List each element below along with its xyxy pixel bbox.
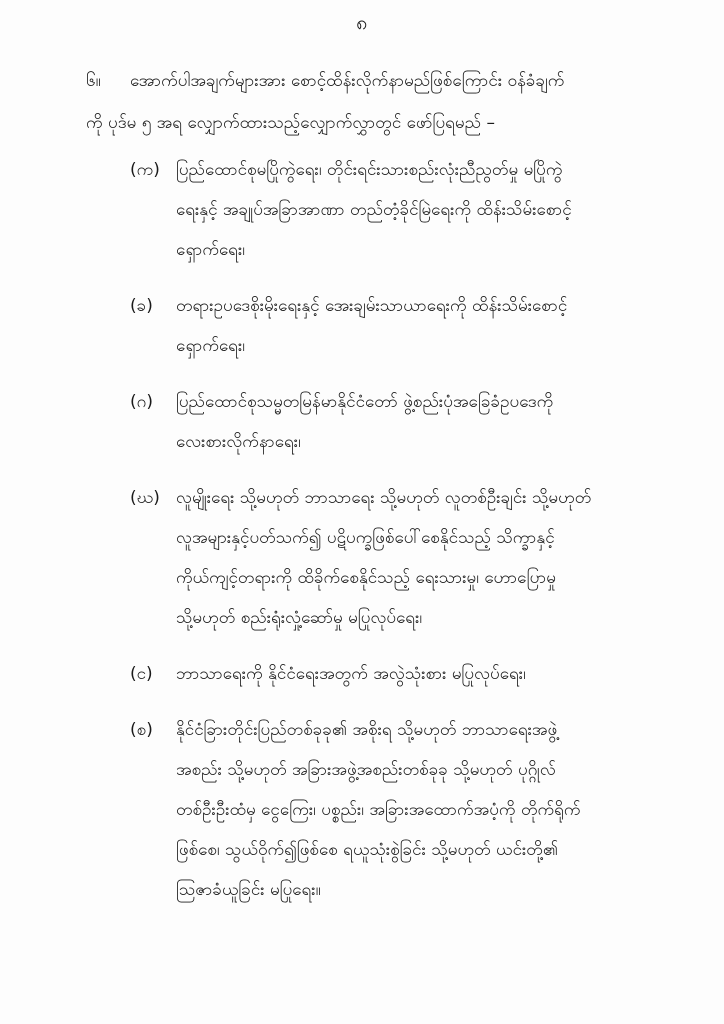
clause-line: ပြည်ထောင်စုသမ္မတမြန်မာနိုင်ငံတော် ဖွဲ့စည်းပုံအခြေခံဥပဒေကို [176,392,554,412]
clause-line: အစည်း သို့မဟုတ် အခြားအဖွဲ့အစည်းတစ်ခုခု သို့မဟုတ် ပုဂ္ဂိုလ် [176,760,556,780]
clause-marker: (ဂ) [130,392,153,412]
clause-marker: (က) [130,160,160,180]
clause-line: လေးစားလိုက်နာရေး၊ [176,432,301,452]
clause-marker: (ဃ) [130,488,160,508]
clause-line: တစ်ဦးဦးထံမှ ငွေကြေး၊ ပစ္စည်း၊ အခြားအထောက်အပံ့ကို တိုက်ရိုက် [176,800,581,820]
intro-text-line-2: ကို ပုဒ်မ ၅ အရ လျှောက်ထားသည့်လျှောက်လွှာတွင် ဖော်ပြရမည် – [86,113,495,133]
clause-marker: (င) [130,664,153,684]
clause-line: ပြည်ထောင်စုမပြိုကွဲရေး၊ တိုင်းရင်းသားစည်းလုံးညီညွတ်မှု မပြိုကွဲ [176,160,563,180]
intro-paragraph [86,60,686,144]
clause-ka [130,150,690,270]
clause-line: တရားဥပဒေစိုးမိုးရေးနှင့် အေးချမ်းသာယာရေးကို ထိန်းသိမ်းစောင့် [176,296,568,316]
clause-nga [130,654,690,694]
clause-line: ဖြစ်စေ၊ သွယ်ဝိုက်၍ဖြစ်စေ ရယူသုံးစွဲခြင်း သို့မဟုတ် ယင်းတို့၏ [176,840,559,860]
page-number: ၈ [356,10,368,34]
clause-line: နိုင်ငံခြားတိုင်းပြည်တစ်ခုခု၏ အစိုးရ သို့မဟုတ် ဘာသာရေးအဖွဲ့ [176,720,558,740]
clause-ga [130,382,690,462]
clause-line: ရှောက်ရေး၊ [176,336,245,356]
intro-line [86,60,686,102]
clause-list [130,150,690,926]
clause-sa [130,710,690,910]
clause-line: လူမျိုးရေး သို့မဟုတ် ဘာသာရေး သို့မဟုတ် လူတစ်ဦးချင်း သို့မဟုတ် [176,488,592,508]
clause-line: ရှောက်ရေး၊ [176,240,245,260]
clause-marker: (ခ) [130,296,153,316]
clause-line: သြဇာခံယူခြင်း မပြုရေး။ [176,880,321,900]
clause-line: လူအများနှင့်ပတ်သက်၍ ပဋိပက္ခဖြစ်ပေါ်စေနိုင်သည့် သိက္ခာနှင့် [176,528,555,548]
clause-line: ဘာသာရေးကို နိုင်ငံရေးအတွက် အလွဲသုံးစား မပြုလုပ်ရေး၊ [176,664,526,684]
clause-line: သို့မဟုတ် စည်းရုံးလှုံ့ဆော်မှု မပြုလုပ်ရေး၊ [176,608,423,628]
clause-marker: (စ) [130,720,153,740]
clause-kha [130,286,690,366]
clause-line: ရေးနှင့် အချုပ်အခြာအာဏာ တည်တံ့ခိုင်မြဲရေးကို ထိန်းသိမ်းစောင့် [176,200,572,220]
clause-gha [130,478,690,638]
clause-line: ကိုယ်ကျင့်တရားကို ထိခိုက်စေနိုင်သည့် ရေးသားမှု၊ ဟောပြောမှု [176,568,556,588]
section-number: ၆။ [86,71,101,91]
intro-text-line-1: အောက်ပါအချက်များအား စောင့်ထိန်းလိုက်နာမည်ဖြစ်ကြောင်း ဝန်ခံချက် [130,71,565,91]
